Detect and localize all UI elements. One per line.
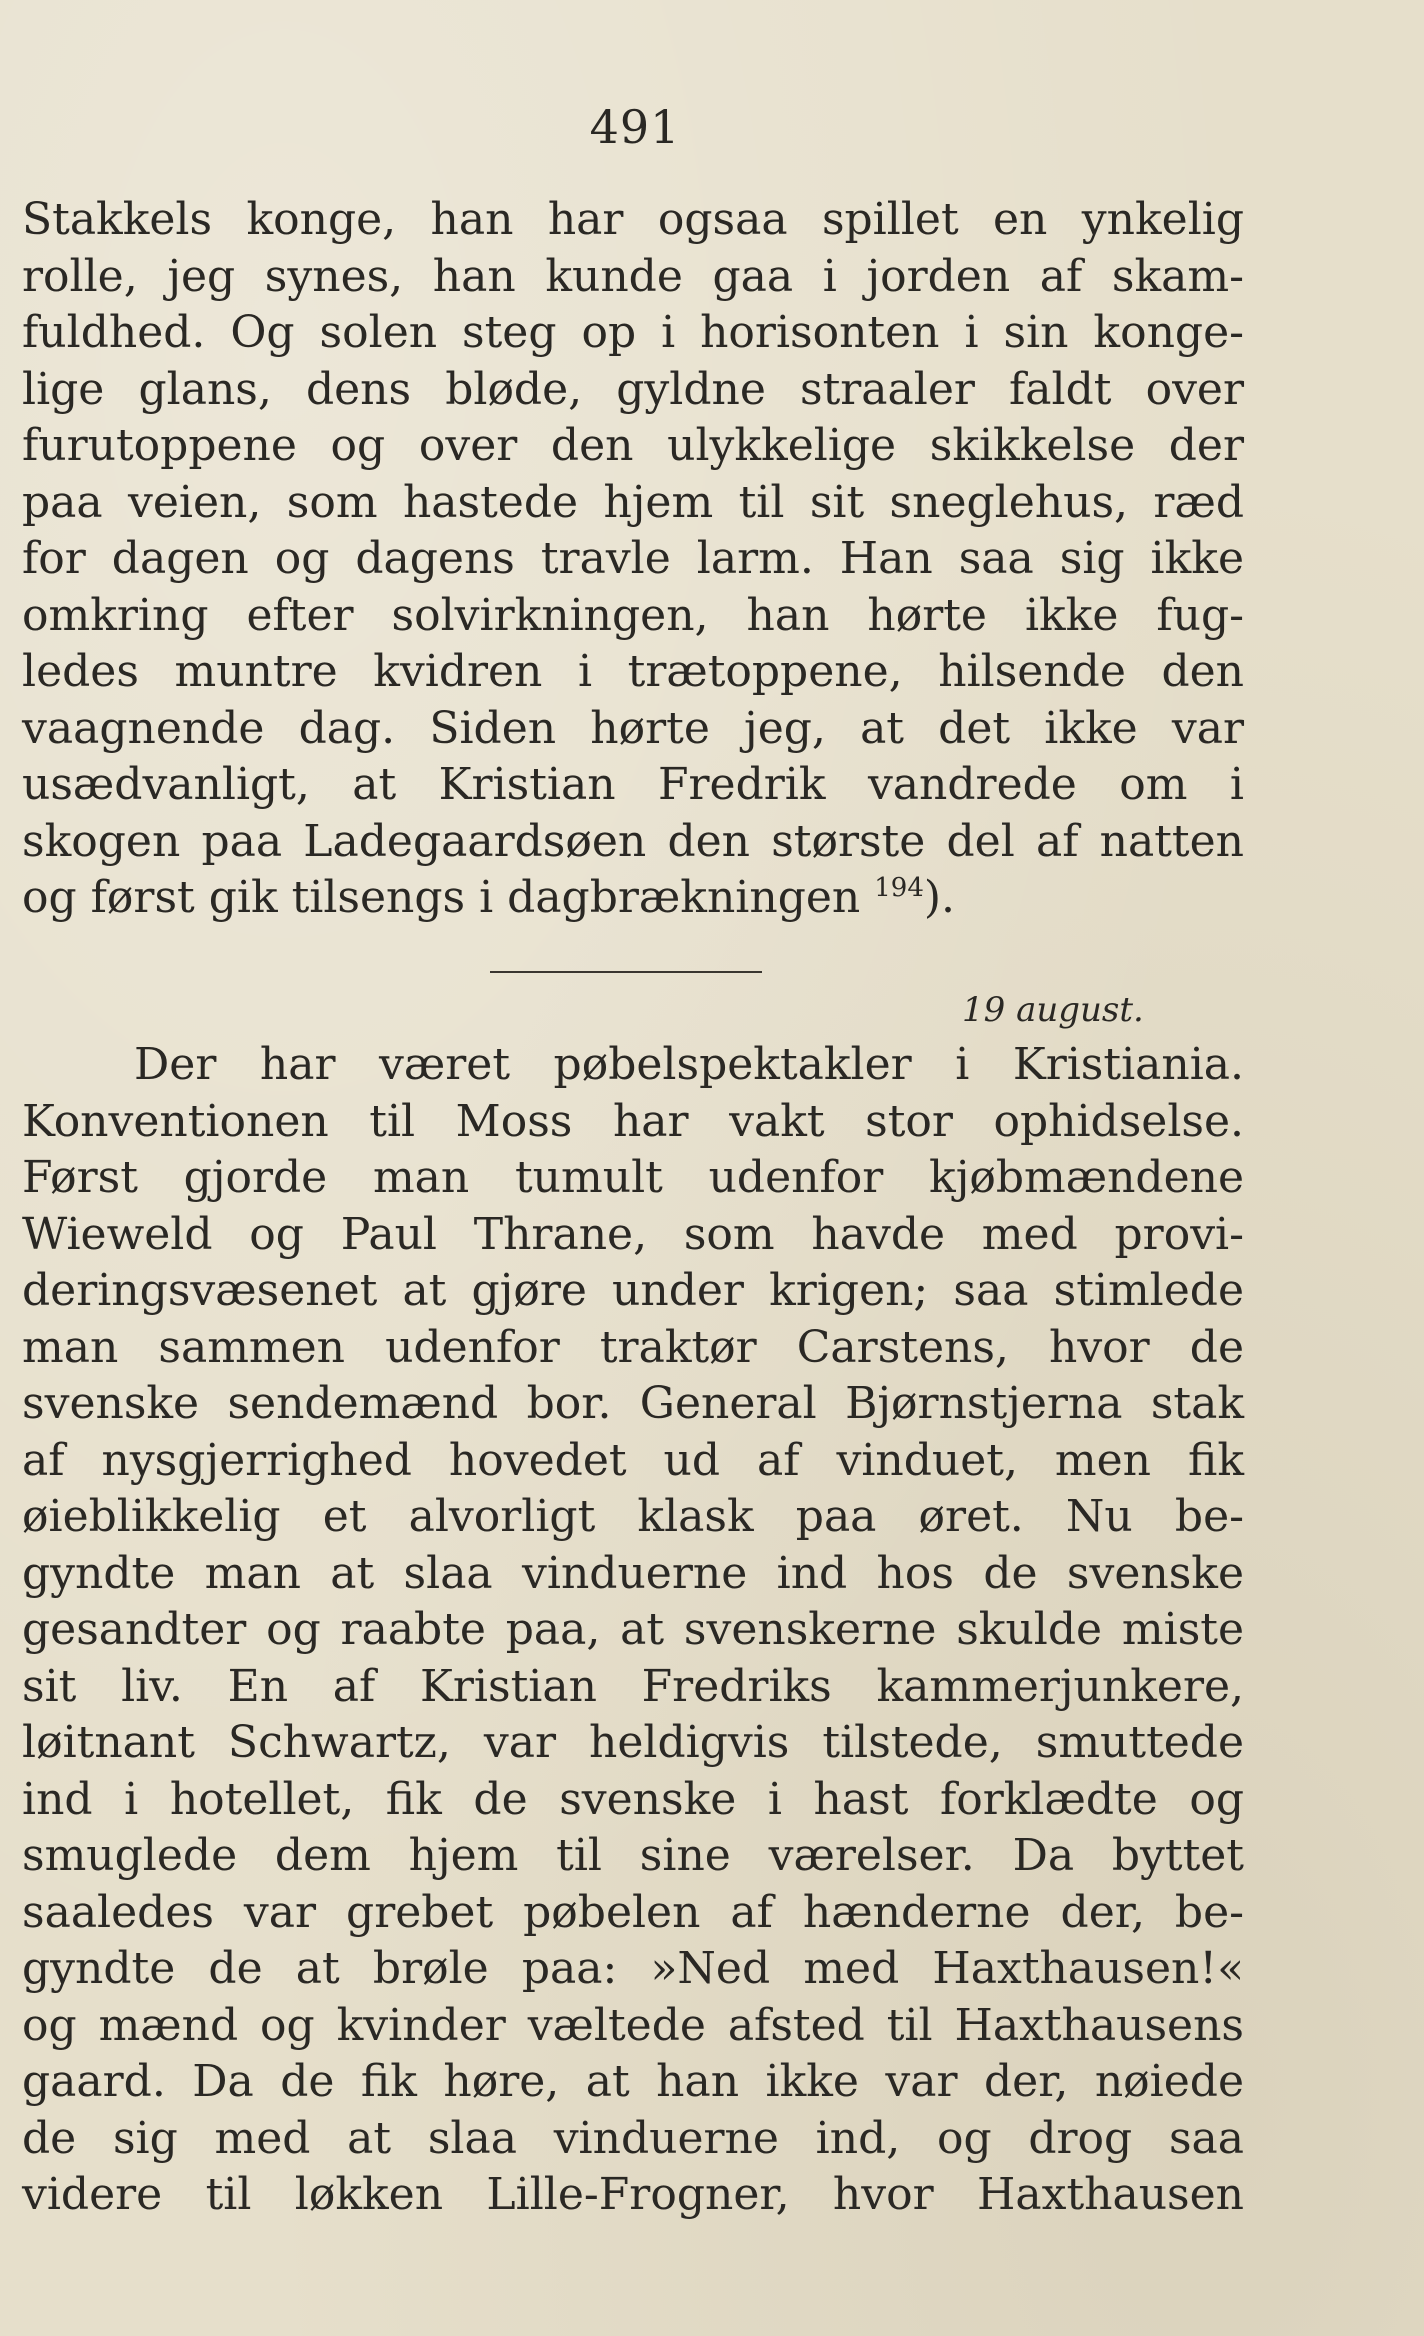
text-line: saaledes var grebet pøbelen af hænderne der, be-: [22, 1886, 1244, 1938]
text-line: og mænd og kvinder væltede afsted til Haxthausens: [22, 1999, 1244, 2051]
paragraph-2: [22, 1037, 1244, 2224]
text-line: af nysgjerrighed hovedet ud af vinduet, men fik: [22, 1434, 1244, 1486]
page-number: 491: [589, 100, 681, 154]
text-line: omkring efter solvirkningen, han hørte ikke fug-: [22, 589, 1244, 641]
text-line: ind i hotellet, fik de svenske i hast forklædte og: [22, 1773, 1244, 1825]
text-line: de sig med at slaa vinduerne ind, og drog saa: [22, 2112, 1244, 2164]
text-line: sit liv. En af Kristian Fredriks kammerjunkere,: [22, 1660, 1244, 1712]
text-line: smuglede dem hjem til sine værelser. Da byttet: [22, 1830, 1244, 1881]
text-line: rolle, jeg synes, han kunde gaa i jorden af skam-: [22, 250, 1244, 302]
text-line: vaagnende dag. Siden hørte jeg, at det ikke var: [22, 702, 1244, 754]
text-line: svenske sendemænd bor. General Bjørnstjerna stak: [22, 1378, 1244, 1429]
line-text: og først gik tilsengs i dagbrækningen: [22, 872, 861, 923]
entry-date: 19 august.: [962, 990, 1144, 1030]
text-line: deringsvæsenet at gjøre under krigen; saa stimlede: [22, 1265, 1244, 1316]
text-line: Der har været pøbelspektakler i Kristiania.: [134, 1039, 1244, 1090]
text-line: fuldhed. Og solen steg op i horisonten i sin konge-: [22, 307, 1244, 358]
text-line: Først gjorde man tumult udenfor kjøbmændene: [22, 1152, 1244, 1203]
text-line: gyndte man at slaa vinduerne ind hos de svenske: [22, 1547, 1244, 1599]
text-line: gyndte de at brøle paa: »Ned med Haxthausen!«: [22, 1943, 1244, 1994]
text-line: skogen paa Ladegaardsøen den største del af natten: [22, 815, 1244, 867]
text-line: Stakkels konge, han har ogsaa spillet en ynkelig: [22, 194, 1244, 245]
text-line: usædvanligt, at Kristian Fredrik vandrede om i: [22, 759, 1244, 810]
text-line: for dagen og dagens travle larm. Han saa sig ikke: [22, 533, 1244, 584]
footnote-reference[interactable]: 194: [874, 873, 924, 903]
text-line: Wieweld og Paul Thrane, som havde med provi-: [22, 1208, 1244, 1260]
text-line-last: [22, 870, 1244, 927]
text-line: ledes muntre kvidren i trætoppene, hilsende den: [22, 646, 1244, 697]
text-line: paa veien, som hastede hjem til sit sneglehus, ræd: [22, 476, 1244, 528]
text-line: løitnant Schwartz, var heldigvis tilstede, smuttede: [22, 1717, 1244, 1768]
text-line: furutoppene og over den ulykkelige skikkelse der: [22, 420, 1244, 471]
closing-punctuation: ).: [923, 872, 956, 923]
text-line: man sammen udenfor traktør Carstens, hvor de: [22, 1321, 1244, 1373]
text-line: videre til løkken Lille-Frogner, hvor Haxthausen: [22, 2169, 1244, 2220]
text-line: gaard. Da de fik høre, at han ikke var der, nøiede: [22, 2056, 1244, 2107]
paragraph-1: [22, 192, 1244, 927]
text-line: Konventionen til Moss har vakt stor ophidselse.: [22, 1095, 1244, 1147]
text-line: øieblikkelig et alvorligt klask paa øret. Nu be-: [22, 1491, 1244, 1542]
text-line: lige glans, dens bløde, gyldne straaler faldt over: [22, 363, 1244, 415]
text-line: gesandter og raabte paa, at svenskerne skulde miste: [22, 1604, 1244, 1655]
section-divider: [490, 971, 762, 973]
